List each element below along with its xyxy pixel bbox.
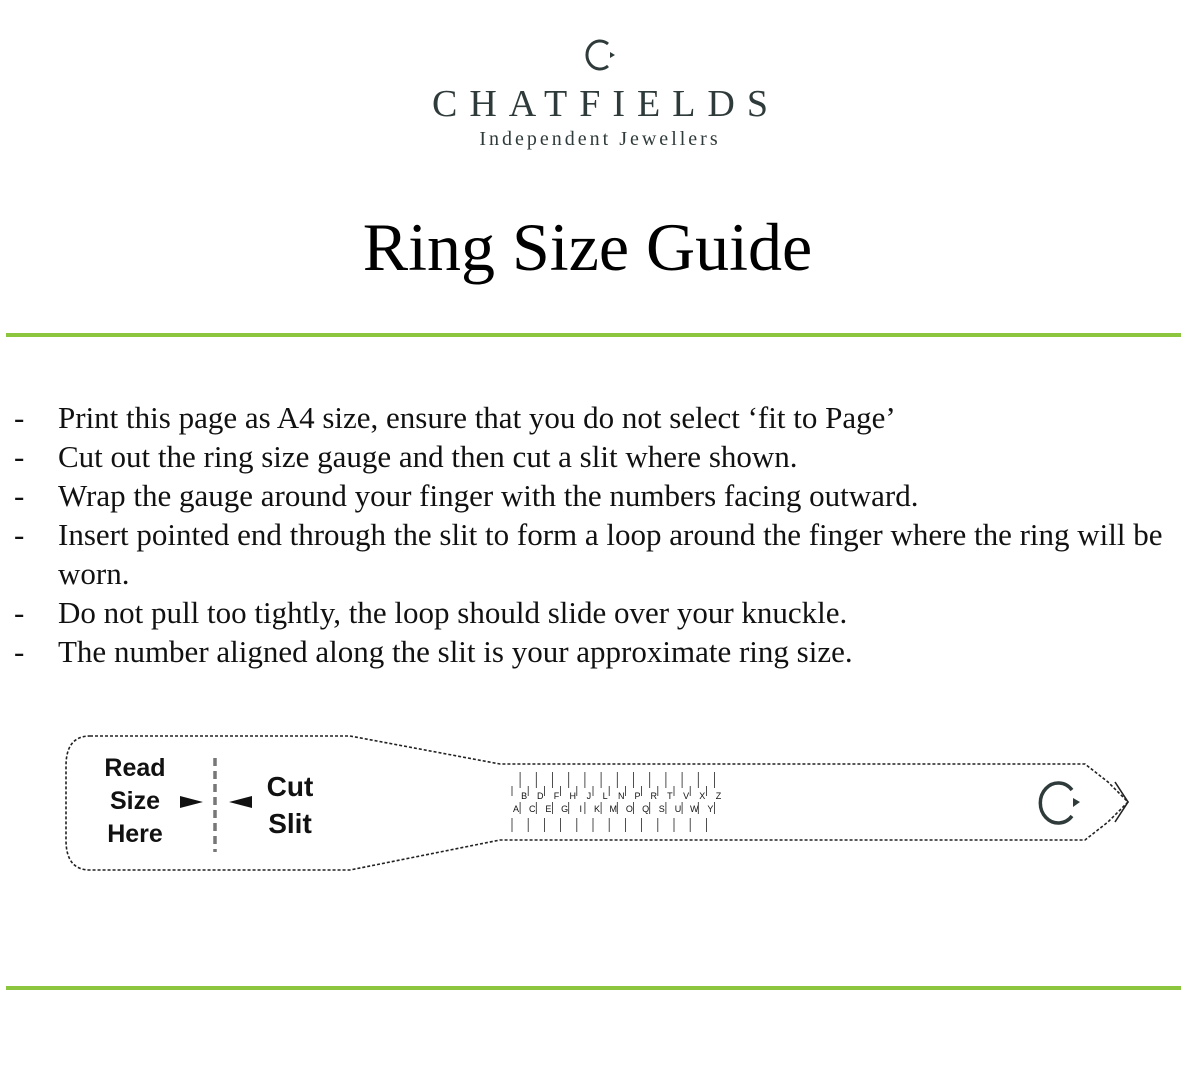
size-letter-lower: O [625,804,633,814]
read-size-label [90,752,180,851]
size-letter-lower: G [561,804,569,814]
instruction-item [14,437,1194,476]
size-letter-upper: D [537,791,544,801]
size-letter-lower: I [579,804,583,814]
size-letter-lower: S [658,804,665,814]
size-letter-upper: V [683,791,690,801]
size-letter-lower: M [609,804,617,814]
read-arrow-icon [180,796,203,808]
instruction-text: Cut out the ring size gauge and then cut a slit where shown. [58,439,798,474]
bullet-dash: - [14,595,25,630]
size-letter-upper: L [602,791,608,801]
read-label-line: Read [104,754,166,782]
bullet-dash: - [14,400,25,435]
size-letter-upper: X [699,791,706,801]
size-letter-upper: T [667,791,673,801]
instruction-text: Do not pull too tightly, the loop should slide over your knuckle. [58,595,848,630]
bullet-dash: - [14,517,25,552]
cut-arrow-icon [229,796,252,808]
size-letter-lower: U [674,804,682,814]
cut-label-line: Cut [266,771,314,802]
bottom-divider [6,986,1181,990]
size-letter-upper: H [569,791,576,801]
size-letter-upper: N [618,791,625,801]
size-letter-upper: R [650,791,657,801]
page-title: Ring Size Guide [362,209,813,285]
size-letter-lower: K [593,804,601,814]
cut-slit-label [250,768,330,842]
gauge-c-monogram-icon [1040,783,1080,823]
size-letter-lower: C [528,804,536,814]
size-letter-upper: Z [715,791,722,801]
top-divider [6,333,1181,337]
gauge-outline [60,730,1140,880]
ring-size-gauge [60,730,1140,880]
bullet-dash: - [14,634,25,669]
c-monogram-icon [575,30,625,80]
instruction-item [14,398,1194,437]
instructions-list [14,398,1194,671]
size-letter-lower: E [545,804,552,814]
instruction-text: The number aligned along the slit is your approximate ring size. [58,634,853,669]
size-letter-upper: P [634,791,641,801]
size-letter-lower: Y [707,804,714,814]
brand-tagline: Independent Jewellers [479,128,721,150]
instruction-item [14,593,1194,632]
brand-name: CHATFIELDS [431,83,781,125]
size-letter-lower: W [689,804,699,814]
read-label-line: Size [109,787,161,815]
instruction-text: Wrap the gauge around your finger with the numbers facing outward. [58,478,919,513]
brand-logo [0,30,1200,151]
instruction-item [14,476,1194,515]
size-letter-upper: B [521,791,528,801]
instruction-item [14,515,1194,593]
size-letter-upper: J [586,791,592,801]
instruction-text: Insert pointed end through the slit to form a loop around the finger where the ring will be worn. [58,517,1163,591]
size-letter-lower: Q [642,804,650,814]
bullet-dash: - [14,478,25,513]
size-scale [512,772,722,832]
size-letter-lower: A [512,804,520,814]
gauge-tip [1115,782,1128,822]
instruction-item [14,632,1194,671]
read-label-line: Here [107,820,163,848]
size-letter-upper: F [553,791,560,801]
gauge-cut-line [66,736,1128,870]
bullet-dash: - [14,439,25,474]
cut-label-line: Slit [268,808,312,839]
instruction-text: Print this page as A4 size, ensure that you do not select ‘fit to Page’ [58,400,896,435]
